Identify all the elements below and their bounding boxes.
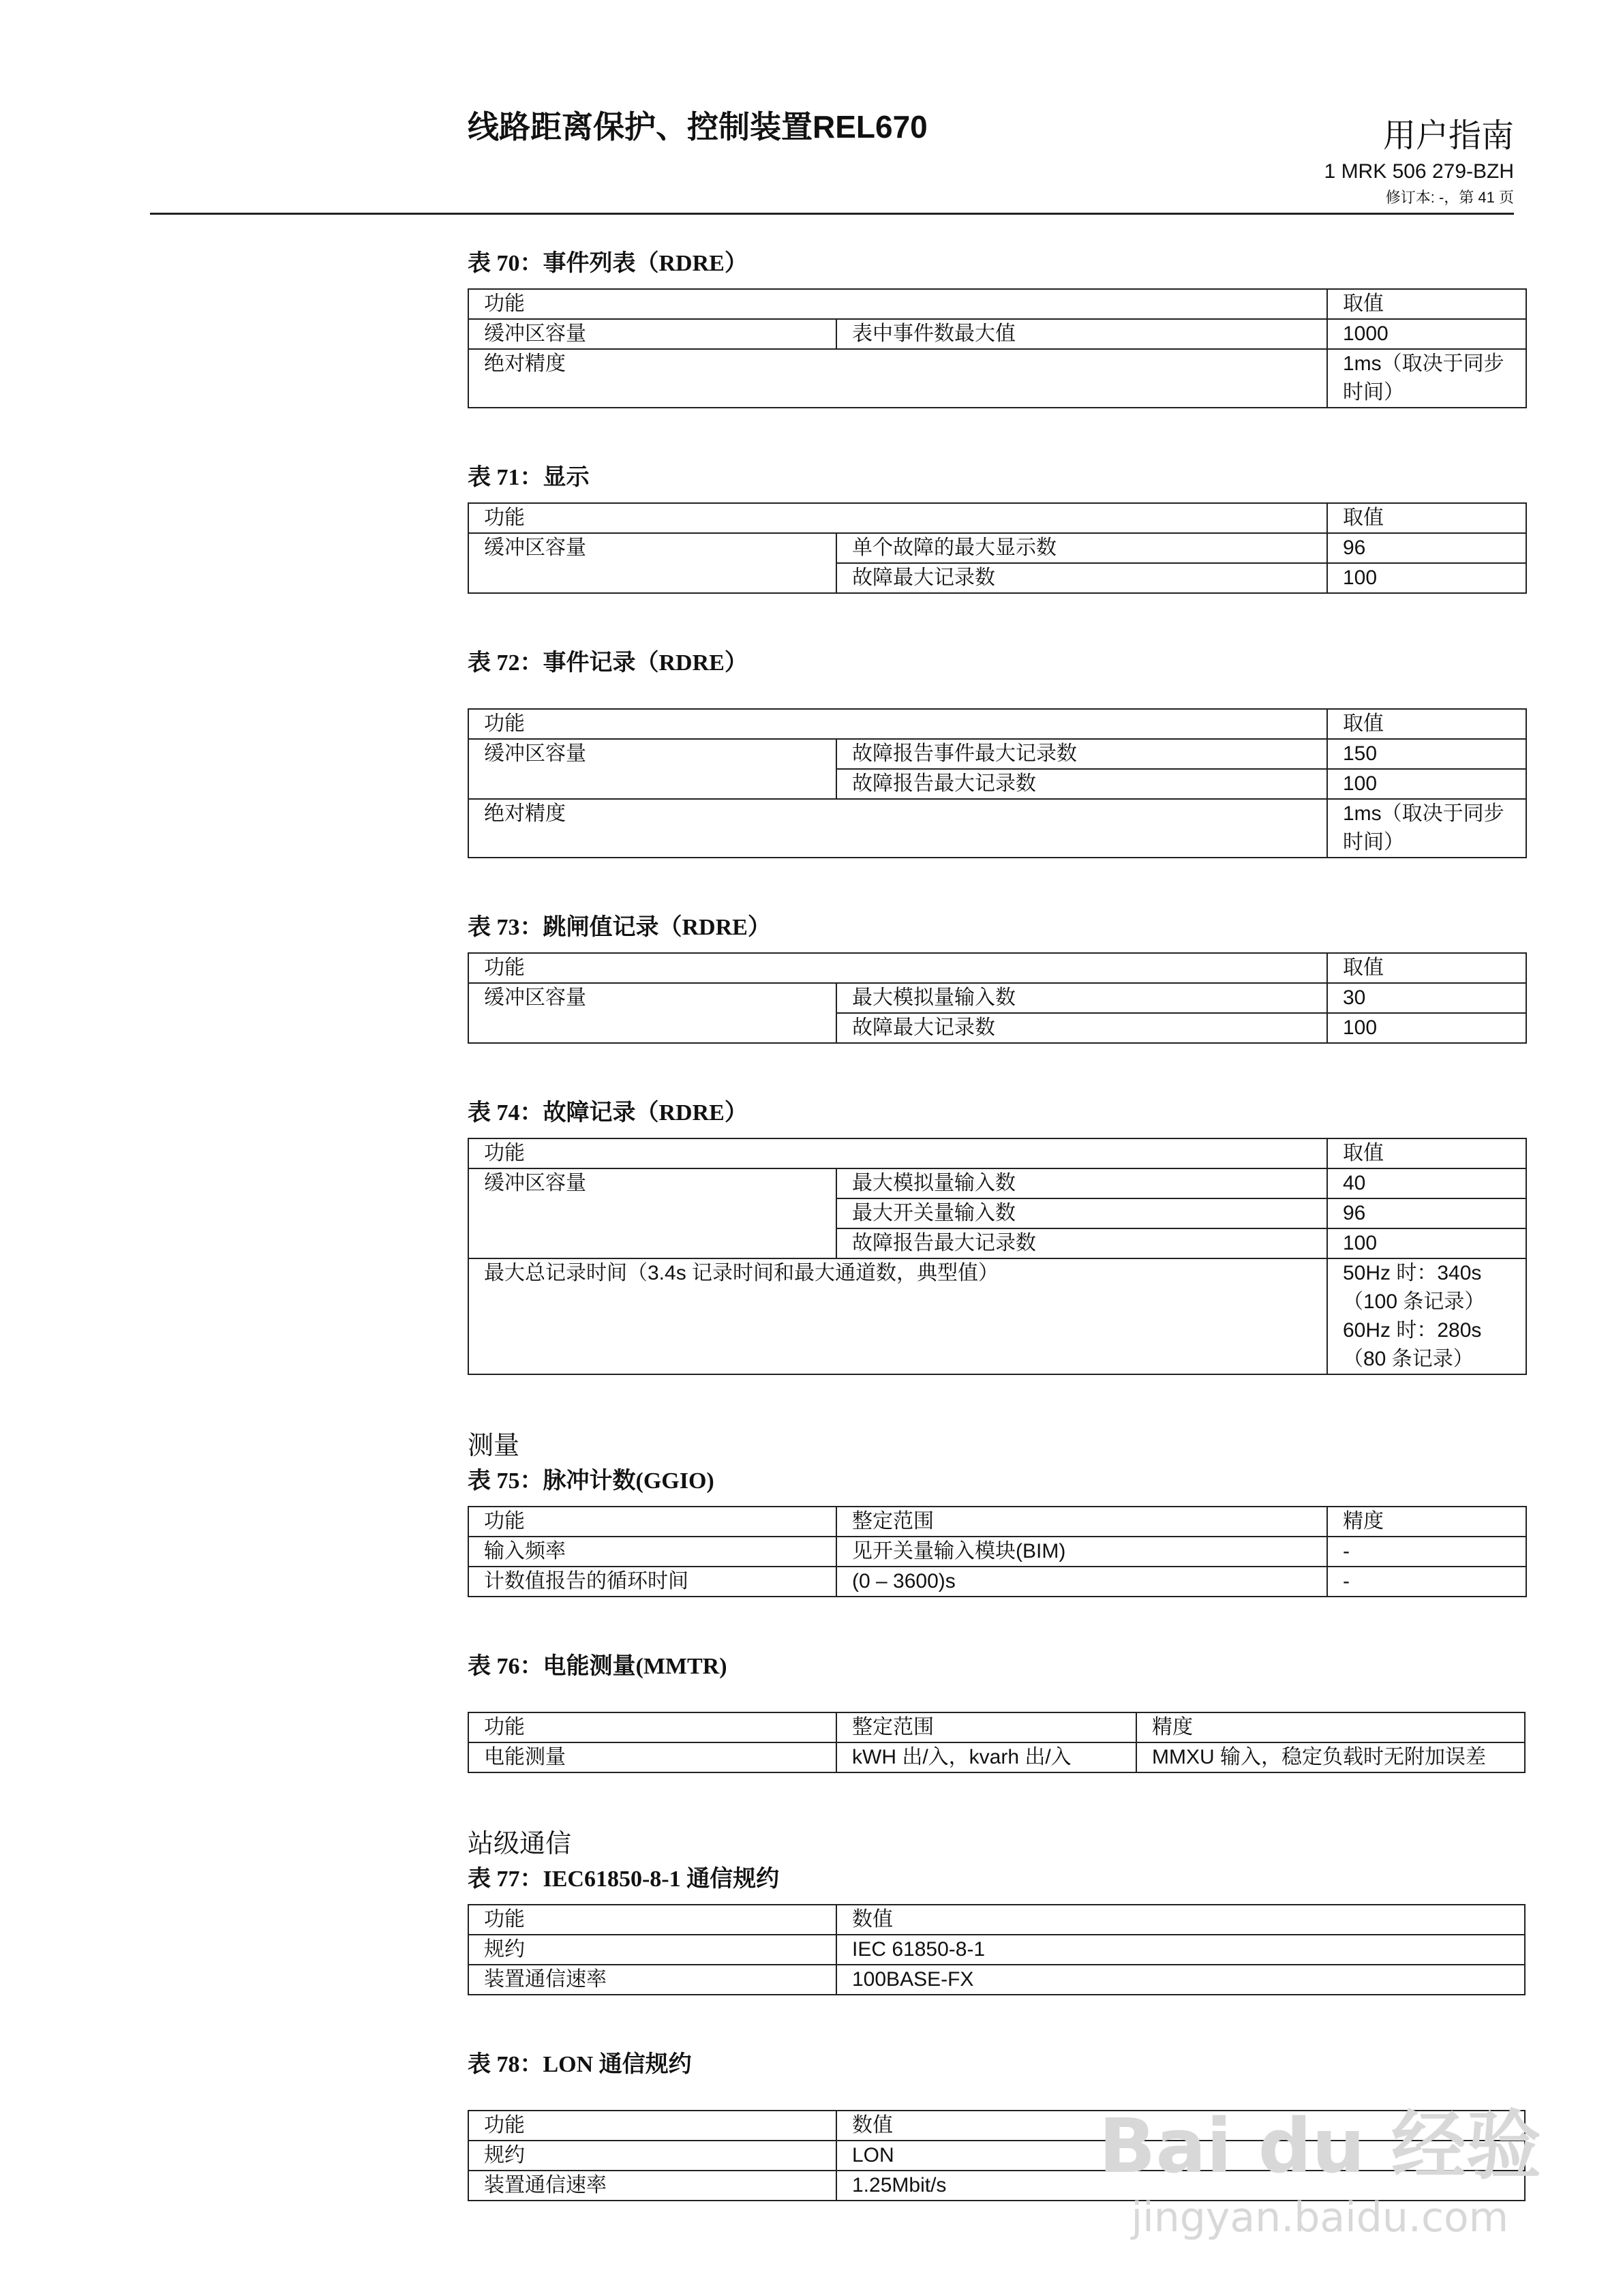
table-row	[468, 1712, 1525, 1742]
table-row	[468, 739, 1526, 769]
table-75	[468, 1506, 1527, 1597]
table-76	[468, 1712, 1526, 1773]
table-row	[468, 1537, 1526, 1567]
table-row	[468, 953, 1526, 983]
table-cell: 缓冲区容量	[468, 983, 836, 1043]
revision-page: 修订本: -，第 41 页	[1385, 189, 1514, 206]
table-cell: 故障最大记录数	[836, 1013, 1327, 1043]
table-row	[468, 1742, 1525, 1772]
header-divider	[150, 213, 1514, 215]
value-line: （100 条记录）	[1343, 1290, 1485, 1313]
table-cell: 见开关量输入模块(BIM)	[836, 1537, 1327, 1567]
table-cell: -	[1327, 1567, 1526, 1597]
table-cell: 100	[1327, 1228, 1526, 1258]
table-73-caption: 表 73：跳闸值记录（RDRE）	[468, 915, 771, 940]
table-cell: 单个故障的最大显示数	[836, 533, 1327, 563]
section-station-communication: 站级通信	[468, 1830, 572, 1858]
table-cell: 最大模拟量输入数	[836, 983, 1327, 1013]
table-cell: 故障报告最大记录数	[836, 769, 1327, 799]
baidu-watermark	[1099, 2086, 1541, 2241]
table-cell: 100	[1327, 1013, 1526, 1043]
table-cell: 150	[1327, 739, 1526, 769]
header-cell: 精度	[1327, 1507, 1526, 1537]
document-title: 线路距离保护、控制装置REL670	[468, 109, 928, 145]
header-right	[1324, 109, 1514, 207]
header-cell: 功能	[468, 289, 1327, 319]
table-cell: 40	[1327, 1168, 1526, 1198]
table-row	[468, 533, 1526, 563]
table-cell: 故障报告最大记录数	[836, 1228, 1327, 1258]
table-cell: 最大模拟量输入数	[836, 1168, 1327, 1198]
table-row	[468, 503, 1526, 533]
table-cell: 规约	[468, 1935, 836, 1965]
value-line: 60Hz 时：280s	[1343, 1319, 1482, 1342]
guide-label: 用户指南	[1382, 118, 1514, 154]
table-row	[468, 319, 1526, 349]
header-cell: 数值	[836, 1905, 1525, 1935]
table-77-caption: 表 77：IEC61850-8-1 通信规约	[468, 1867, 780, 1892]
watermark-url: jingyan.baidu.com	[1131, 2194, 1509, 2241]
table-75-caption: 表 75：脉冲计数(GGIO)	[468, 1468, 714, 1494]
table-cell: 计数值报告的循环时间	[468, 1567, 836, 1597]
table-row	[468, 983, 1526, 1013]
page-content	[468, 249, 1526, 2256]
table-cell: 缓冲区容量	[468, 319, 836, 349]
table-cell: 30	[1327, 983, 1526, 1013]
section-measurement: 测量	[468, 1432, 520, 1460]
table-row	[468, 1935, 1525, 1965]
table-cell: 规约	[468, 2141, 836, 2171]
table-row	[468, 1168, 1526, 1198]
table-cell: 输入频率	[468, 1537, 836, 1567]
table-cell: 故障最大记录数	[836, 563, 1327, 593]
table-70-caption: 表 70：事件列表（RDRE）	[468, 251, 748, 276]
table-cell	[1327, 1258, 1526, 1374]
table-cell: 装置通信速率	[468, 2171, 836, 2201]
header-cell: 数值	[836, 2111, 1525, 2141]
header-cell: 整定范围	[836, 1712, 1136, 1742]
table-cell: 缓冲区容量	[468, 739, 836, 799]
table-76-caption: 表 76：电能测量(MMTR)	[468, 1654, 727, 1679]
table-cell: 最大开关量输入数	[836, 1198, 1327, 1228]
table-cell: 1ms（取决于同步时间）	[1327, 349, 1526, 408]
table-row	[468, 1965, 1525, 1995]
table-74-caption: 表 74：故障记录（RDRE）	[468, 1100, 748, 1126]
table-row	[468, 289, 1526, 319]
table-cell: 最大总记录时间（3.4s 记录时间和最大通道数，典型值）	[468, 1258, 1327, 1374]
table-row	[468, 1905, 1525, 1935]
table-cell: 装置通信速率	[468, 1965, 836, 1995]
header-cell: 精度	[1136, 1712, 1525, 1742]
table-73	[468, 952, 1527, 1044]
table-70	[468, 288, 1527, 408]
table-cell: 缓冲区容量	[468, 1168, 836, 1258]
table-cell: -	[1327, 1537, 1526, 1567]
table-cell: (0 – 3600)s	[836, 1567, 1327, 1597]
watermark-logo: Bai du 经验	[1098, 2102, 1541, 2190]
header-cell: 取值	[1327, 1138, 1526, 1168]
table-cell: kWH 出/入，kvarh 出/入	[836, 1742, 1136, 1772]
table-row	[468, 1138, 1526, 1168]
table-cell: 绝对精度	[468, 349, 1327, 408]
table-72	[468, 708, 1527, 858]
header-cell: 功能	[468, 953, 1327, 983]
header-cell: 功能	[468, 1507, 836, 1537]
header-cell: 功能	[468, 1138, 1327, 1168]
table-cell: 绝对精度	[468, 799, 1327, 858]
table-cell: 缓冲区容量	[468, 533, 836, 593]
header-cell: 功能	[468, 709, 1327, 739]
header-cell: 取值	[1327, 709, 1526, 739]
table-cell: IEC 61850-8-1	[836, 1935, 1525, 1965]
header-cell: 功能	[468, 1712, 836, 1742]
table-cell: 1000	[1327, 319, 1526, 349]
table-72-caption: 表 72：事件记录（RDRE）	[468, 650, 748, 676]
table-row	[468, 799, 1526, 858]
header-cell: 取值	[1327, 953, 1526, 983]
table-cell: 故障报告事件最大记录数	[836, 739, 1327, 769]
table-row	[468, 1567, 1526, 1597]
table-cell: MMXU 输入，稳定负载时无附加误差	[1136, 1742, 1525, 1772]
header-cell: 功能	[468, 2111, 836, 2141]
table-row	[468, 709, 1526, 739]
document-number: 1 MRK 506 279-BZH	[1324, 160, 1514, 183]
table-cell: 100BASE-FX	[836, 1965, 1525, 1995]
table-cell: 1.25Mbit/s	[836, 2171, 1525, 2201]
table-row	[468, 1258, 1526, 1374]
header-cell: 整定范围	[836, 1507, 1327, 1537]
table-cell: 96	[1327, 1198, 1526, 1228]
header-cell: 取值	[1327, 289, 1526, 319]
table-cell: 100	[1327, 769, 1526, 799]
table-78-caption: 表 78：LON 通信规约	[468, 2052, 692, 2077]
header-cell: 功能	[468, 503, 1327, 533]
table-cell: 电能测量	[468, 1742, 836, 1772]
value-line: 50Hz 时：340s	[1343, 1262, 1482, 1284]
table-cell: 96	[1327, 533, 1526, 563]
table-cell: 100	[1327, 563, 1526, 593]
table-row	[468, 349, 1526, 408]
table-cell: 表中事件数最大值	[836, 319, 1327, 349]
table-cell: LON	[836, 2141, 1525, 2171]
table-row	[468, 1507, 1526, 1537]
table-77	[468, 1904, 1526, 1995]
value-line: （80 条记录）	[1343, 1348, 1474, 1370]
header-cell: 功能	[468, 1905, 836, 1935]
header-cell: 取值	[1327, 503, 1526, 533]
table-74	[468, 1138, 1527, 1375]
table-71	[468, 502, 1527, 594]
table-cell: 1ms（取决于同步时间）	[1327, 799, 1526, 858]
table-71-caption: 表 71：显示	[468, 465, 590, 490]
